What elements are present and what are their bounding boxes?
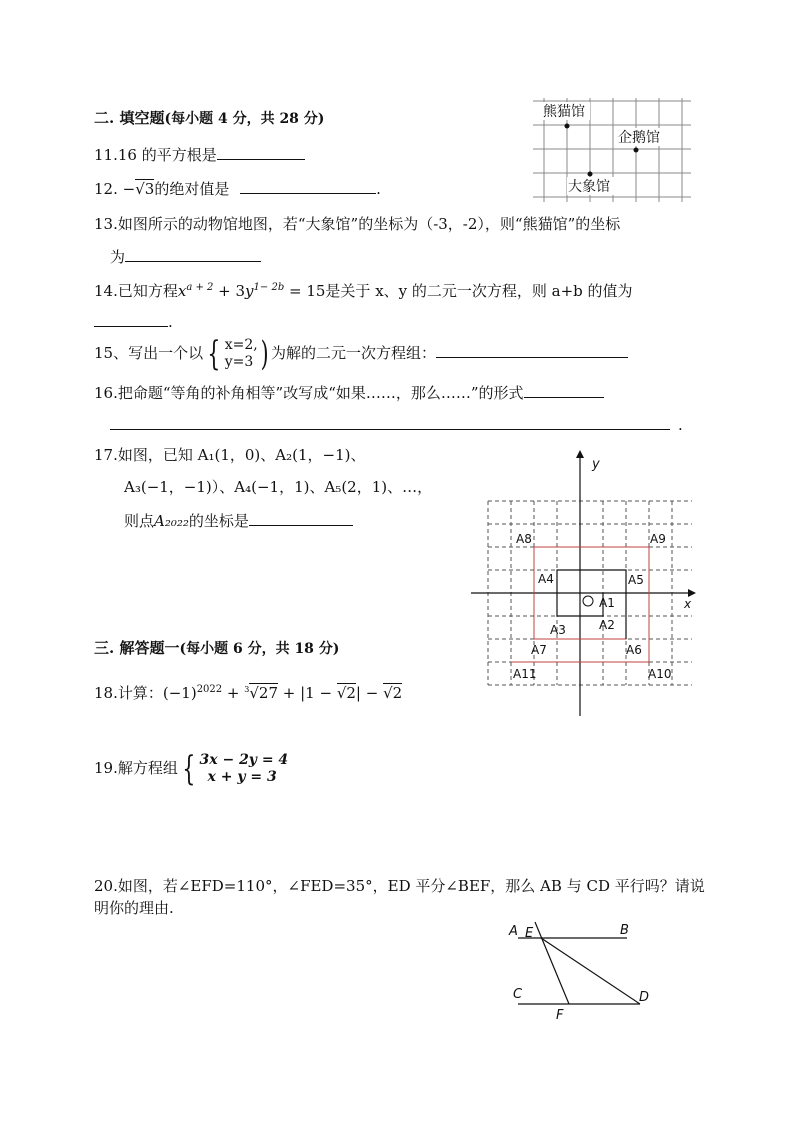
- point-D-label: D: [639, 990, 650, 1005]
- question-14: [94, 278, 633, 301]
- q18-rad2: 2: [346, 684, 356, 702]
- q14-x: x: [177, 282, 187, 300]
- q18-plus2: + |1 −: [278, 684, 337, 702]
- q12-prefix: 12.: [94, 180, 123, 198]
- q18-rad1: 27: [258, 684, 278, 702]
- panda-point: [565, 124, 570, 129]
- q15-prefix: 15、写出一个以: [94, 344, 204, 362]
- section-3-note: (每小题 6 分，共 18 分): [179, 641, 340, 657]
- q17-line3a: 则点: [124, 512, 155, 530]
- q12-suffix: 的绝对值是: [154, 180, 230, 198]
- question-14-line2: [94, 311, 173, 332]
- q14-exp1: a + 2: [186, 282, 214, 293]
- q14-prefix: 14.已知方程: [94, 282, 178, 300]
- x-axis-label: x: [684, 597, 692, 611]
- q18-exp: 2022: [196, 684, 223, 695]
- question-16: [94, 382, 604, 403]
- label-A7: A7: [531, 643, 547, 657]
- point-A-label: A: [509, 924, 518, 939]
- q15-right-brace: ): [260, 334, 269, 374]
- panda-label: 熊猫馆: [543, 104, 585, 120]
- q16-text: 16.把命题“等角的补角相等”改写成“如果……，那么……”的形式: [94, 384, 524, 402]
- q18-plus1: +: [222, 684, 245, 702]
- q11-answer-blank[interactable]: [217, 144, 305, 160]
- q12-end: .: [376, 180, 381, 198]
- question-15: [94, 334, 628, 374]
- section-2-note: (每小题 4 分，共 28 分): [164, 111, 325, 127]
- question-13-line1: 13.如图所示的动物馆地图，若“大象馆”的坐标为（-3，-2），则“熊猫馆”的坐标: [94, 215, 621, 233]
- q19-eq1: 3x − 2y = 4: [199, 752, 289, 768]
- question-20-line1: 20.如图，若∠EFD=110°，∠FED=35°，ED 平分∠BEF，那么 AB 与 CD 平行吗？请说: [94, 877, 705, 895]
- label-A11: A11: [513, 667, 537, 681]
- q19-prefix: 19.解方程组: [94, 759, 178, 777]
- q15-answer-blank[interactable]: [436, 342, 628, 358]
- q15-eq2: y=3: [224, 354, 254, 370]
- question-16-line2: [110, 414, 683, 435]
- q18-index: 3: [244, 685, 250, 694]
- penguin-point: [634, 148, 639, 153]
- point-B-label: B: [620, 923, 629, 938]
- label-A4: A4: [538, 572, 554, 586]
- section-3-heading: [94, 637, 339, 658]
- point-C-label: C: [513, 987, 523, 1002]
- q14-text: 是关于 x、y 的二元一次方程，则 a+b 的值为: [325, 282, 633, 300]
- q14-mid: + 3: [213, 282, 246, 300]
- y-axis-arrow: [576, 450, 584, 458]
- q16-answer-blank-2[interactable]: [110, 414, 670, 430]
- q16-end: .: [678, 416, 683, 434]
- label-A10: A10: [648, 667, 672, 681]
- coordinate-spiral-figure: [468, 448, 700, 720]
- label-A6: A6: [626, 643, 642, 657]
- question-11: [94, 144, 305, 165]
- label-A1: A1: [599, 596, 615, 610]
- origin-symbol: [583, 596, 593, 606]
- q18-tail: | −: [355, 684, 384, 702]
- label-A3: A3: [550, 623, 566, 637]
- elephant-label: 大象馆: [568, 179, 610, 195]
- q14-answer-blank[interactable]: [94, 311, 168, 327]
- label-A8: A8: [516, 532, 532, 546]
- q14-end: .: [168, 313, 173, 331]
- elephant-point: [588, 172, 593, 177]
- q18-base: (−1): [162, 684, 197, 702]
- question-17-line1: 17.如图，已知 A₁(1，0)、A₂(1，−1)、: [94, 446, 366, 464]
- q17-line3c: 的坐标是: [188, 512, 249, 530]
- q11-text: 11.16 的平方根是: [94, 146, 217, 164]
- parallel-lines-figure: [505, 918, 665, 1028]
- q12-answer-blank[interactable]: [240, 178, 376, 194]
- y-axis-label: y: [592, 457, 600, 472]
- q12-radicand: 3: [144, 180, 155, 198]
- q15-left-brace: {: [207, 334, 221, 374]
- q18-rad3: 2: [392, 684, 403, 702]
- section-2-heading: [94, 107, 324, 128]
- question-13-line2: [110, 246, 261, 267]
- section-3-title: 三. 解答题一: [94, 639, 180, 657]
- x-axis-arrow: [688, 589, 696, 597]
- penguin-label: 企鹅馆: [618, 130, 660, 146]
- q18-prefix: 18.计算：: [94, 684, 163, 702]
- point-E-label: E: [525, 926, 534, 941]
- line-EF: [535, 922, 569, 1004]
- question-19: [94, 749, 289, 789]
- q14-exp2: 1− 2b: [253, 282, 285, 293]
- q13-answer-blank[interactable]: [125, 246, 261, 262]
- q12-neg: −: [122, 180, 136, 198]
- q14-y: y: [245, 282, 254, 300]
- q17-point: A₂₀₂₂: [154, 512, 189, 530]
- point-F-label: F: [556, 1008, 564, 1023]
- q17-answer-blank[interactable]: [249, 510, 353, 526]
- q13-line2-text: 为: [110, 248, 126, 266]
- label-A9: A9: [650, 532, 666, 546]
- question-12: 12. −√3的绝对值是 .: [94, 180, 381, 198]
- q19-brace: {: [182, 749, 196, 789]
- zoo-map-figure: [533, 98, 691, 202]
- question-17-line2: A₃(−1，−1)）、A₄(−1，1)、A₅(2，1)、…，: [124, 478, 433, 496]
- section-2-title: 二. 填空题: [94, 109, 165, 127]
- question-17-line3: [124, 510, 353, 531]
- q14-eq: = 15: [284, 282, 326, 300]
- question-18: 18.计算：$(-1)^{2022} + ^3√27 + |1 - √2| - √2$: [94, 684, 403, 702]
- q19-eq2: x + y = 3: [207, 769, 277, 785]
- q15-suffix: 为解的二元一次方程组：: [270, 344, 436, 362]
- q16-answer-blank-1[interactable]: [524, 382, 604, 398]
- question-20-line2: 明你的理由.: [94, 899, 174, 917]
- q15-eq1: x=2,: [224, 337, 258, 353]
- label-A2: A2: [599, 618, 615, 632]
- label-A5: A5: [628, 573, 644, 587]
